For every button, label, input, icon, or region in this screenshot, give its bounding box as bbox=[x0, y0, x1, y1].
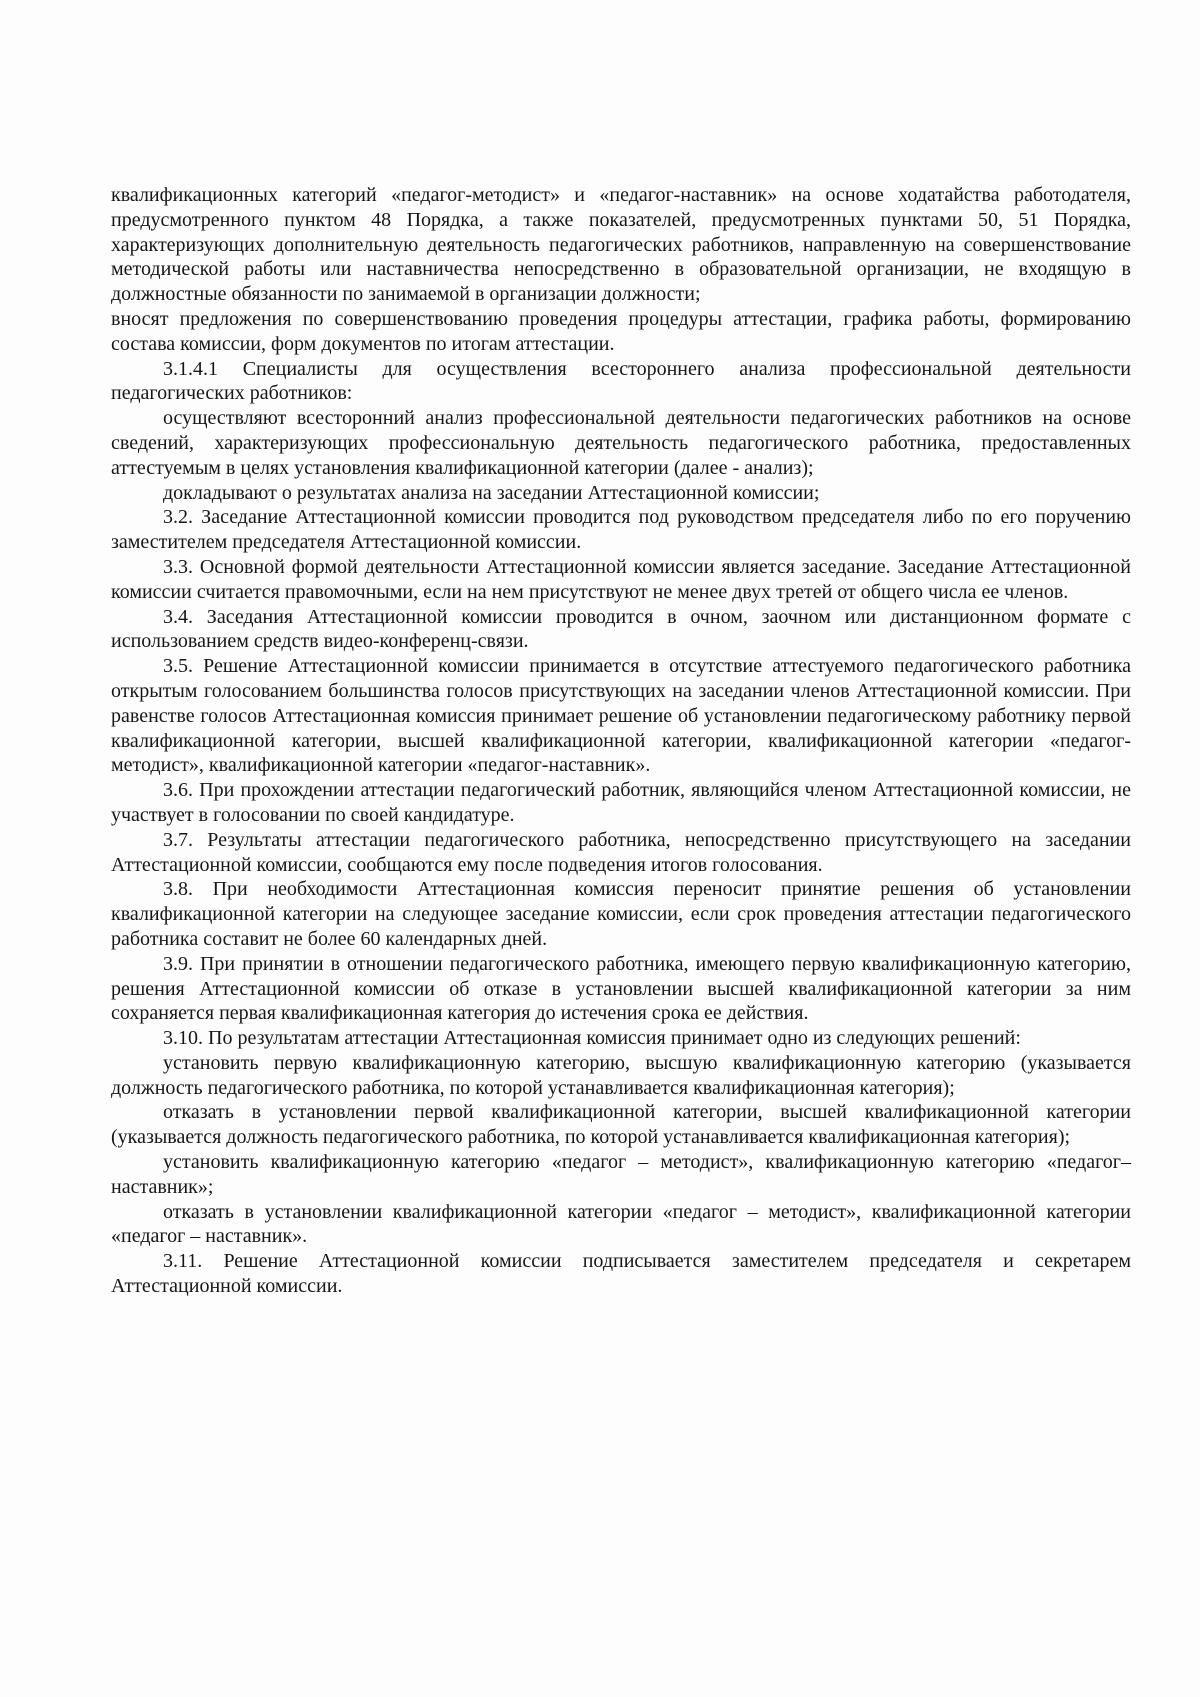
paragraph: 3.5. Решение Аттестационной комиссии принимается в отсутствие аттестуемого педагогического работника открытым голосованием большинства голосов присутствующих на заседании членов Аттестационной комиссии. При равенстве голосов Аттестационная комиссия принимает решение об установлении педагогическому работнику первой квалификационной категории, высшей квалификационной категории, квалификационной категории «педагог-методист», квалификационной категории «педагог-наставник». bbox=[111, 655, 1131, 777]
paragraph: 3.1.4.1 Специалисты для осуществления всестороннего анализа профессиональной деятельности педагогических работников: bbox=[111, 357, 1131, 405]
paragraph: 3.3. Основной формой деятельности Аттестационной комиссии является заседание. Заседание Аттестационной комиссии считается правомочными, если на нем присутствуют не менее двух третей от общего числа ее членов. bbox=[111, 555, 1131, 603]
paragraph: 3.7. Результаты аттестации педагогического работника, непосредственно присутствующего на заседании Аттестационной комиссии, сообщаются ему после подведения итогов голосования. bbox=[111, 828, 1131, 876]
paragraph: установить квалификационную категорию «педагог – методист», квалификационную категорию «педагог– наставник»; bbox=[111, 1151, 1131, 1198]
paragraph: 3.11. Решение Аттестационной комиссии подписывается заместителем председателя и секретарем Аттестационной комиссии. bbox=[111, 1250, 1131, 1298]
paragraph: осуществляют всесторонний анализ профессиональной деятельности педагогических работников на основе сведений, характеризующих профессиональную деятельность педагогического работника, предоставленных аттестуемым в целях установления квалификационной категории (далее - анализ); bbox=[111, 407, 1131, 479]
paragraph: 3.10. По результатам аттестации Аттестационная комиссия принимает одно из следующих решений: bbox=[163, 1027, 1021, 1050]
paragraph: 3.4. Заседания Аттестационной комиссии проводится в очном, заочном или дистанционном формате с использованием средств видео-конференц-связи. bbox=[111, 605, 1131, 653]
paragraph: докладывают о результатах анализа на заседании Аттестационной комиссии; bbox=[163, 481, 820, 504]
paragraph: 3.8. При необходимости Аттестационная комиссия переносит принятие решения об установлении квалификационной категории на следующее заседание комиссии, если срок проведения аттестации педагогического работника составит не более 60 календарных дней. bbox=[111, 878, 1131, 950]
document-body bbox=[111, 183, 1131, 1299]
paragraph: отказать в установлении квалификационной категории «педагог – методист», квалификационной категории «педагог – наставник». bbox=[111, 1200, 1131, 1248]
paragraph: квалификационных категорий «педагог-методист» и «педагог-наставник» на основе ходатайства работодателя, предусмотренного пунктом 48 Порядка, а также показателей, предусмотренных пунктами 50, 51 Порядка, характеризующих дополнительную деятельность педагогических работников, направленную на совершенствование методической работы или наставничества непосредственно в образовательной организации, не входящую в должностные обязанности по занимаемой в организации должности; bbox=[111, 184, 1131, 306]
paragraph: 3.9. При принятии в отношении педагогического работника, имеющего первую квалификационную категорию, решения Аттестационной комиссии об отказе в установлении высшей квалификационной категории за ним сохраняется первая квалификационная категория до истечения срока ее действия. bbox=[111, 952, 1131, 1025]
paragraph: 3.2. Заседание Аттестационной комиссии проводится под руководством председателя либо по его поручению заместителем председателя Аттестационной комиссии. bbox=[111, 506, 1131, 554]
paragraph: 3.6. При прохождении аттестации педагогический работник, являющийся членом Аттестационной комиссии, не участвует в голосовании по своей кандидатуре. bbox=[111, 779, 1131, 826]
paragraph: установить первую квалификационную категорию, высшую квалификационную категорию (указывается должность педагогического работника, по которой устанавливается квалификационная категория); bbox=[111, 1051, 1131, 1099]
paragraph: вносят предложения по совершенствованию проведения процедуры аттестации, графика работы, формированию состава комиссии, форм документов по итогам аттестации. bbox=[111, 307, 1131, 355]
paragraph: отказать в установлении первой квалификационной категории, высшей квалификационной категории (указывается должность педагогического работника, по которой устанавливается квалификационная категория); bbox=[111, 1101, 1131, 1149]
